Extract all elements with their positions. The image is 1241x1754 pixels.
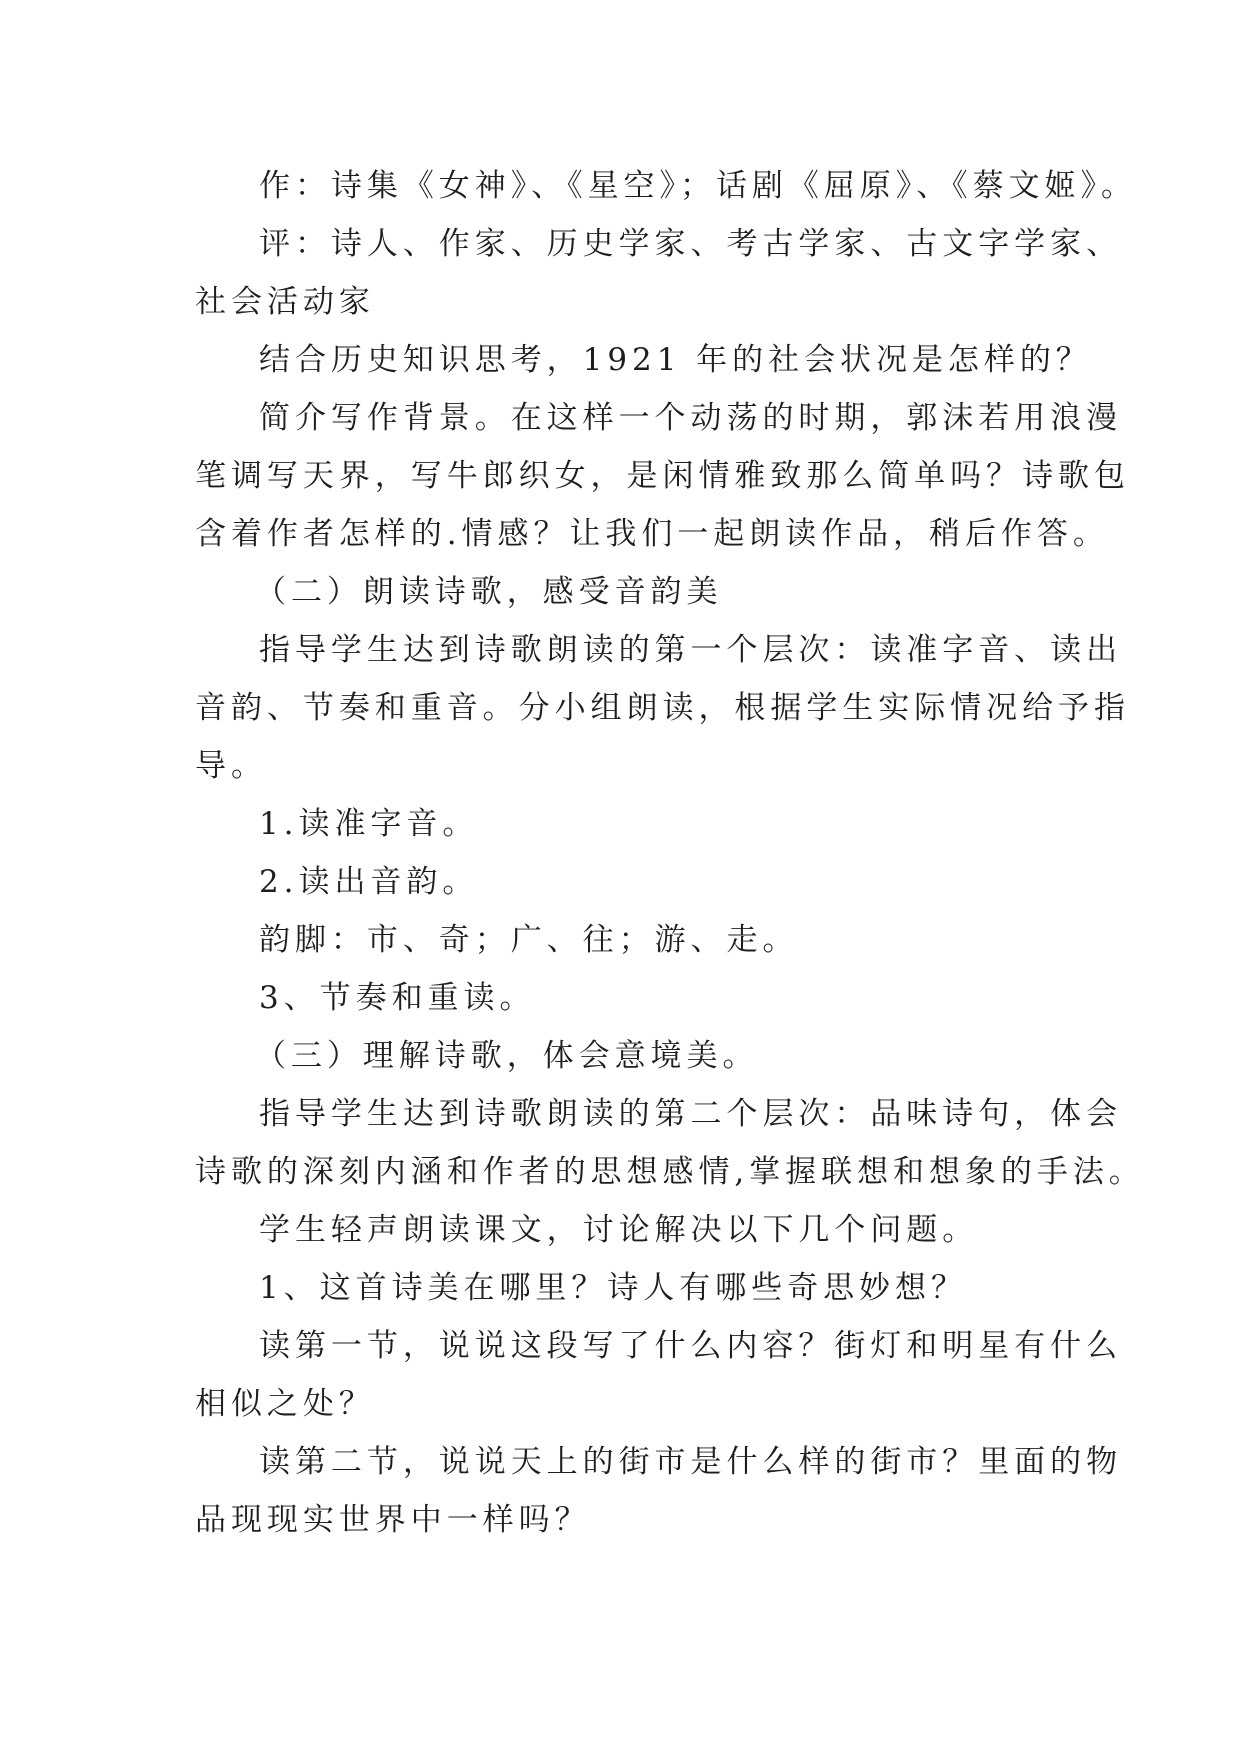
text-line-second-stanza-cont: 品现现实世界中一样吗？ xyxy=(195,1502,591,1538)
text-line-background-cont-2: 含着作者怎样的.情感？让我们一起朗读作品，稍后作答。 xyxy=(195,516,1109,552)
text-line-background: 简介写作背景。在这样一个动荡的时期，郭沫若用浪漫 xyxy=(259,400,1123,436)
section-heading-reading: （二）朗读诗歌，感受音韵美 xyxy=(255,574,723,610)
text-line-discussion: 学生轻声朗读课文，讨论解决以下几个问题。 xyxy=(259,1212,979,1248)
text-line-guide-second-level: 指导学生达到诗歌朗读的第二个层次：品味诗句，体会 xyxy=(259,1096,1123,1132)
text-line-second-stanza: 读第二节，说说天上的街市是什么样的街市？里面的物 xyxy=(259,1444,1123,1480)
text-line-guide-first-level-cont-1: 音韵、节奏和重音。分小组朗读，根据学生实际情况给予指 xyxy=(195,690,1130,726)
text-line-guide-first-level: 指导学生达到诗歌朗读的第一个层次：读准字音、读出 xyxy=(259,632,1123,668)
text-line-background-cont-1: 笔调写天界，写牛郎织女，是闲情雅致那么简单吗？诗歌包 xyxy=(195,458,1130,494)
text-line-evaluation-cont: 社会活动家 xyxy=(195,284,375,320)
list-item-rhythm: 3、节奏和重读。 xyxy=(259,980,536,1016)
text-line-first-stanza: 读第一节，说说这段写了什么内容？街灯和明星有什么 xyxy=(259,1328,1123,1364)
list-item-rhyme: 2.读出音韵。 xyxy=(259,864,479,900)
list-item-pronunciation: 1.读准字音。 xyxy=(259,806,479,842)
text-line-guide-first-level-cont-2: 导。 xyxy=(195,748,267,784)
text-line-evaluation: 评：诗人、作家、历史学家、考古学家、古文字学家、 xyxy=(259,226,1123,262)
text-line-guide-second-level-cont: 诗歌的深刻内涵和作者的思想感情,掌握联想和想象的手法。 xyxy=(195,1154,1145,1190)
text-line-author-works: 作：诗集《女神》、《星空》；话剧《屈原》、《蔡文姬》。 xyxy=(259,168,1137,204)
section-heading-understanding: （三）理解诗歌，体会意境美。 xyxy=(255,1038,759,1074)
question-beauty: 1、这首诗美在哪里？诗人有哪些奇思妙想？ xyxy=(259,1270,967,1306)
text-line-rhyme-feet: 韵脚：市、奇；广、往；游、走。 xyxy=(259,922,799,958)
text-line-history-question: 结合历史知识思考，1921 年的社会状况是怎样的？ xyxy=(259,342,1092,378)
text-line-first-stanza-cont: 相似之处？ xyxy=(195,1386,375,1422)
